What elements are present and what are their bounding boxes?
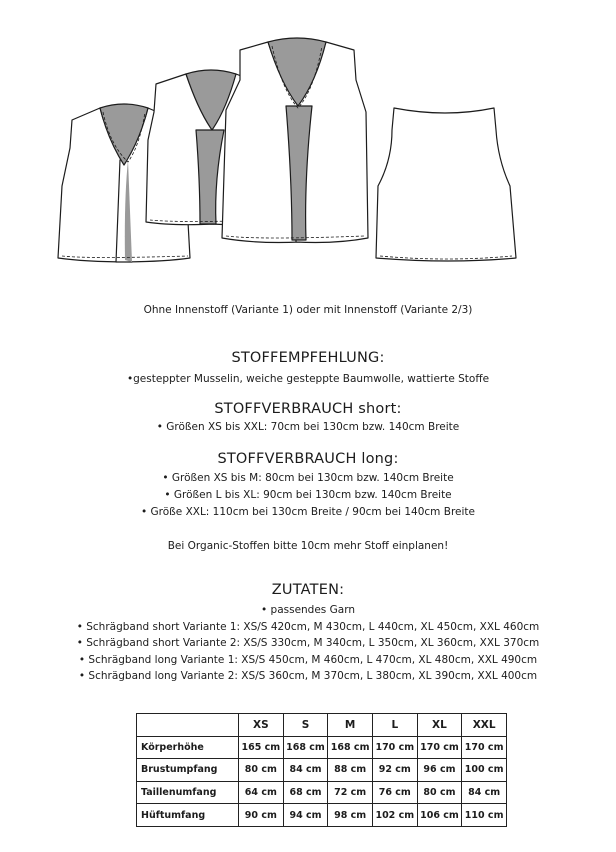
notions-item: • passendes Garn bbox=[261, 604, 355, 616]
size-header-l: L bbox=[372, 714, 417, 737]
usage-long-item: • Größen XS bis M: 80cm bei 130cm bzw. 140cm Breite bbox=[162, 472, 454, 484]
size-header-s: S bbox=[283, 714, 328, 737]
table-cell: 94 cm bbox=[283, 804, 328, 827]
notions-item: • Schrägband short Variante 1: XS/S 420cm, M 430cm, L 440cm, XL 450cm, XXL 460cm bbox=[76, 621, 540, 633]
size-header-m: M bbox=[328, 714, 373, 737]
notions-title: ZUTATEN: bbox=[271, 582, 345, 598]
table-cell: 76 cm bbox=[372, 781, 417, 804]
organic-note: Bei Organic-Stoffen bitte 10cm mehr Stoff einplanen! bbox=[167, 540, 449, 552]
table-cell: 64 cm bbox=[239, 781, 284, 804]
size-header-xxl: XXL bbox=[462, 714, 507, 737]
notions-item: • Schrägband long Variante 2: XS/S 360cm, M 370cm, L 380cm, XL 390cm, XXL 400cm bbox=[78, 670, 538, 682]
table-cell: 102 cm bbox=[372, 804, 417, 827]
vest-illustration bbox=[0, 0, 616, 300]
table-cell: 92 cm bbox=[372, 759, 417, 782]
table-cell: 168 cm bbox=[328, 736, 373, 759]
table-cell: 98 cm bbox=[328, 804, 373, 827]
row-label: Brustumpfang bbox=[137, 759, 239, 782]
size-header-xl: XL bbox=[417, 714, 462, 737]
table-cell: 84 cm bbox=[462, 781, 507, 804]
table-cell: 170 cm bbox=[462, 736, 507, 759]
vest-long-lined bbox=[222, 38, 368, 243]
table-cell: 168 cm bbox=[283, 736, 328, 759]
fabric-recommendation-item: •gesteppter Musselin, weiche gesteppte Baumwolle, wattierte Stoffe bbox=[126, 373, 490, 385]
table-cell: 100 cm bbox=[462, 759, 507, 782]
table-row bbox=[137, 759, 507, 782]
table-cell: 80 cm bbox=[239, 759, 284, 782]
table-cell: 106 cm bbox=[417, 804, 462, 827]
table-row bbox=[137, 781, 507, 804]
notions-item: • Schrägband long Variante 1: XS/S 450cm, M 460cm, L 470cm, XL 480cm, XXL 490cm bbox=[78, 654, 538, 666]
table-cell: 68 cm bbox=[283, 781, 328, 804]
notions-item: • Schrägband short Variante 2: XS/S 330cm, M 340cm, L 350cm, XL 360cm, XXL 370cm bbox=[76, 637, 540, 649]
table-cell: 165 cm bbox=[239, 736, 284, 759]
size-table-header bbox=[137, 714, 507, 737]
usage-short-item: • Größen XS bis XXL: 70cm bei 130cm bzw. 140cm Breite bbox=[156, 421, 460, 433]
table-cell: 96 cm bbox=[417, 759, 462, 782]
table-row bbox=[137, 804, 507, 827]
table-cell: 90 cm bbox=[239, 804, 284, 827]
illustration-caption: Ohne Innenstoff (Variante 1) oder mit Innenstoff (Variante 2/3) bbox=[143, 304, 473, 316]
usage-long-title: STOFFVERBRAUCH long: bbox=[217, 451, 399, 467]
row-label: Hüftumfang bbox=[137, 804, 239, 827]
usage-long-item: • Größen L bis XL: 90cm bei 130cm bzw. 140cm Breite bbox=[164, 489, 452, 501]
size-header-corner bbox=[137, 714, 239, 737]
table-cell: 80 cm bbox=[417, 781, 462, 804]
size-table bbox=[136, 713, 507, 827]
table-cell: 72 cm bbox=[328, 781, 373, 804]
usage-short-title: STOFFVERBRAUCH short: bbox=[214, 401, 402, 417]
fabric-recommendation-title: STOFFEMPFEHLUNG: bbox=[231, 350, 385, 366]
row-label: Körperhöhe bbox=[137, 736, 239, 759]
row-label: Taillenumfang bbox=[137, 781, 239, 804]
vest-back bbox=[376, 108, 516, 261]
table-cell: 170 cm bbox=[372, 736, 417, 759]
table-cell: 170 cm bbox=[417, 736, 462, 759]
table-cell: 110 cm bbox=[462, 804, 507, 827]
table-row bbox=[137, 736, 507, 759]
table-cell: 88 cm bbox=[328, 759, 373, 782]
size-header-xs: XS bbox=[239, 714, 284, 737]
usage-long-item: • Größe XXL: 110cm bei 130cm Breite / 90cm bei 140cm Breite bbox=[140, 506, 475, 518]
table-cell: 84 cm bbox=[283, 759, 328, 782]
